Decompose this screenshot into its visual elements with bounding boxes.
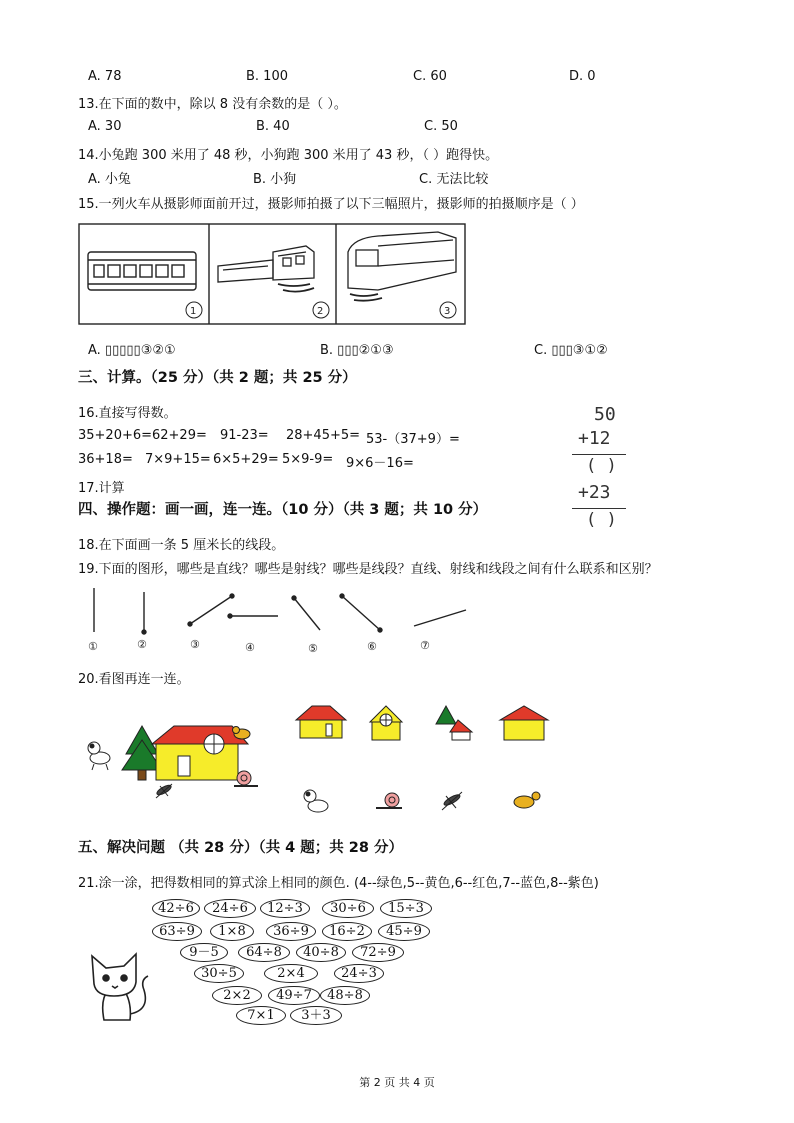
expr-63-div-9[interactable]: 63÷9 (152, 922, 202, 941)
q16-text: 16.直接写得数。 (78, 406, 177, 421)
house-option-4-icon (500, 706, 548, 740)
dog-option-icon (304, 790, 328, 812)
section-5-heading: 五、解决问题 （共 28 分）（共 4 题；共 28 分） (78, 840, 404, 856)
expr-48-div-8[interactable]: 48÷8 (320, 986, 370, 1005)
section-4-heading: 四、操作题：画一画，连一连。（10 分）（共 3 题；共 10 分） (78, 502, 488, 518)
q15-option-c: C. ▯▯▯③①② (534, 343, 608, 358)
line-label-2: ② (137, 638, 147, 651)
q16-r2-c3: 6×5+29= (213, 452, 279, 467)
chick-icon (233, 727, 251, 740)
dog-icon (88, 742, 110, 770)
q17-text: 17.计算 (78, 481, 125, 496)
snail-option-icon (376, 793, 402, 808)
house-scene-figure (80, 702, 560, 832)
expr-16-div-2[interactable]: 16÷2 (322, 922, 372, 941)
expr-15-div-3[interactable]: 15÷3 (380, 899, 432, 918)
q16-r2-c5: 9×6－16= (346, 456, 414, 471)
expr-3-plus-3[interactable]: 3＋3 (290, 1006, 342, 1025)
expr-7-times-1[interactable]: 7×1 (236, 1006, 286, 1025)
line-label-4: ④ (245, 641, 255, 654)
q15-text: 15.一列火车从摄影师面前开过，摄影师拍摄了以下三幅照片，摄影师的拍摄顺序是（ ） (78, 197, 584, 212)
q14-option-b: B. 小狗 (253, 172, 297, 187)
svg-text:2: 2 (317, 306, 324, 317)
q13-option-b: B. 40 (256, 119, 290, 134)
q16-r1-c1: 35+20+6= (78, 428, 153, 443)
q13-option-c: C. 50 (424, 119, 458, 134)
expr-2-times-2[interactable]: 2×2 (212, 986, 262, 1005)
q13-text: 13.在下面的数中，除以 8 没有余数的是（ ）。 (78, 97, 347, 112)
expr-12-div-3[interactable]: 12÷3 (260, 899, 310, 918)
expr-42-div-6[interactable]: 42÷6 (152, 899, 200, 918)
q16-r1-c2: 62+29= (152, 428, 207, 443)
vcalc-blank2: ( ) (586, 510, 617, 530)
expr-64-div-8[interactable]: 64÷8 (238, 943, 290, 962)
vcalc-n2: +12 (578, 428, 611, 449)
line-label-7: ⑦ (420, 639, 430, 652)
line-label-3: ③ (190, 638, 200, 651)
q18-text: 18.在下面画一条 5 厘米长的线段。 (78, 538, 285, 553)
insect-icon (156, 783, 173, 798)
expr-24-div-3[interactable]: 24÷3 (334, 964, 384, 983)
expr-2-times-4[interactable]: 2×4 (264, 964, 318, 983)
q19-text: 19.下面的图形，哪些是直线？哪些是射线？哪些是线段？直线、射线和线段之间有什么联系和区别？ (78, 562, 658, 577)
expr-49-div-7[interactable]: 49÷7 (268, 986, 320, 1005)
q16-r1-c4: 28+45+5= (286, 428, 361, 443)
line-label-1: ① (88, 640, 98, 653)
expr-45-div-9[interactable]: 45÷9 (378, 922, 430, 941)
q16-r1-c3: 91-23= (220, 428, 269, 443)
expr-36-div-9[interactable]: 36÷9 (266, 922, 316, 941)
q20-text: 20.看图再连一连。 (78, 672, 190, 687)
svg-text:3: 3 (444, 306, 451, 317)
train-photos-figure (78, 222, 466, 326)
cat-icon (84, 950, 158, 1030)
q15-option-b: B. ▯▯▯②①③ (320, 343, 394, 358)
q16-r2-c1: 36+18= (78, 452, 133, 467)
expr-72-div-9[interactable]: 72÷9 (352, 943, 404, 962)
q16-r1-c5: 53-（37+9）= (366, 432, 460, 447)
house-option-1-icon (296, 706, 346, 738)
q14-option-a: A. 小兔 (88, 172, 131, 187)
chick-option-icon (514, 792, 540, 808)
vcalc-blank1: ( ) (586, 456, 617, 476)
expr-24-div-6[interactable]: 24÷6 (204, 899, 256, 918)
q15-option-a: A. ▯▯▯▯▯③②① (88, 343, 176, 358)
q13-option-a: A. 30 (88, 119, 122, 134)
q21-text: 21.涂一涂，把得数相同的算式涂上相同的颜色. (4--绿色,5--黄色,6--红色,7--蓝色,8--紫色) (78, 876, 599, 891)
q12-option-b: B. 100 (246, 69, 288, 84)
q14-option-c: C. 无法比较 (419, 172, 489, 187)
page-footer: 第 2 页 共 4 页 (359, 1076, 435, 1089)
q12-option-a: A. 78 (88, 69, 122, 84)
line-label-6: ⑥ (367, 640, 377, 653)
expr-30-div-6[interactable]: 30÷6 (322, 899, 374, 918)
q12-option-d: D. 0 (569, 69, 596, 84)
vertical-calculation (560, 404, 630, 544)
line-label-5: ⑤ (308, 642, 318, 655)
section-3-heading: 三、计算。（25 分）（共 2 题；共 25 分） (78, 370, 357, 386)
expr-9-minus-5[interactable]: 9－5 (180, 943, 228, 962)
house-option-2-icon (370, 706, 402, 740)
house-option-3-icon (436, 706, 472, 740)
expr-1-times-8[interactable]: 1×8 (210, 922, 254, 941)
lines-figure (80, 582, 480, 658)
vcalc-n1: 50 (594, 404, 616, 425)
q16-r2-c4: 5×9-9= (282, 452, 334, 467)
insect-option-icon (442, 792, 462, 810)
q12-option-c: C. 60 (413, 69, 447, 84)
svg-text:1: 1 (190, 306, 197, 317)
q14-text: 14.小兔跑 300 米用了 48 秒，小狗跑 300 米用了 43 秒，（ ）跑得快。 (78, 148, 499, 163)
q16-r2-c2: 7×9+15= (145, 452, 211, 467)
expr-40-div-8[interactable]: 40÷8 (296, 943, 346, 962)
expr-30-div-5[interactable]: 30÷5 (194, 964, 244, 983)
vcalc-n3: +23 (578, 482, 611, 503)
